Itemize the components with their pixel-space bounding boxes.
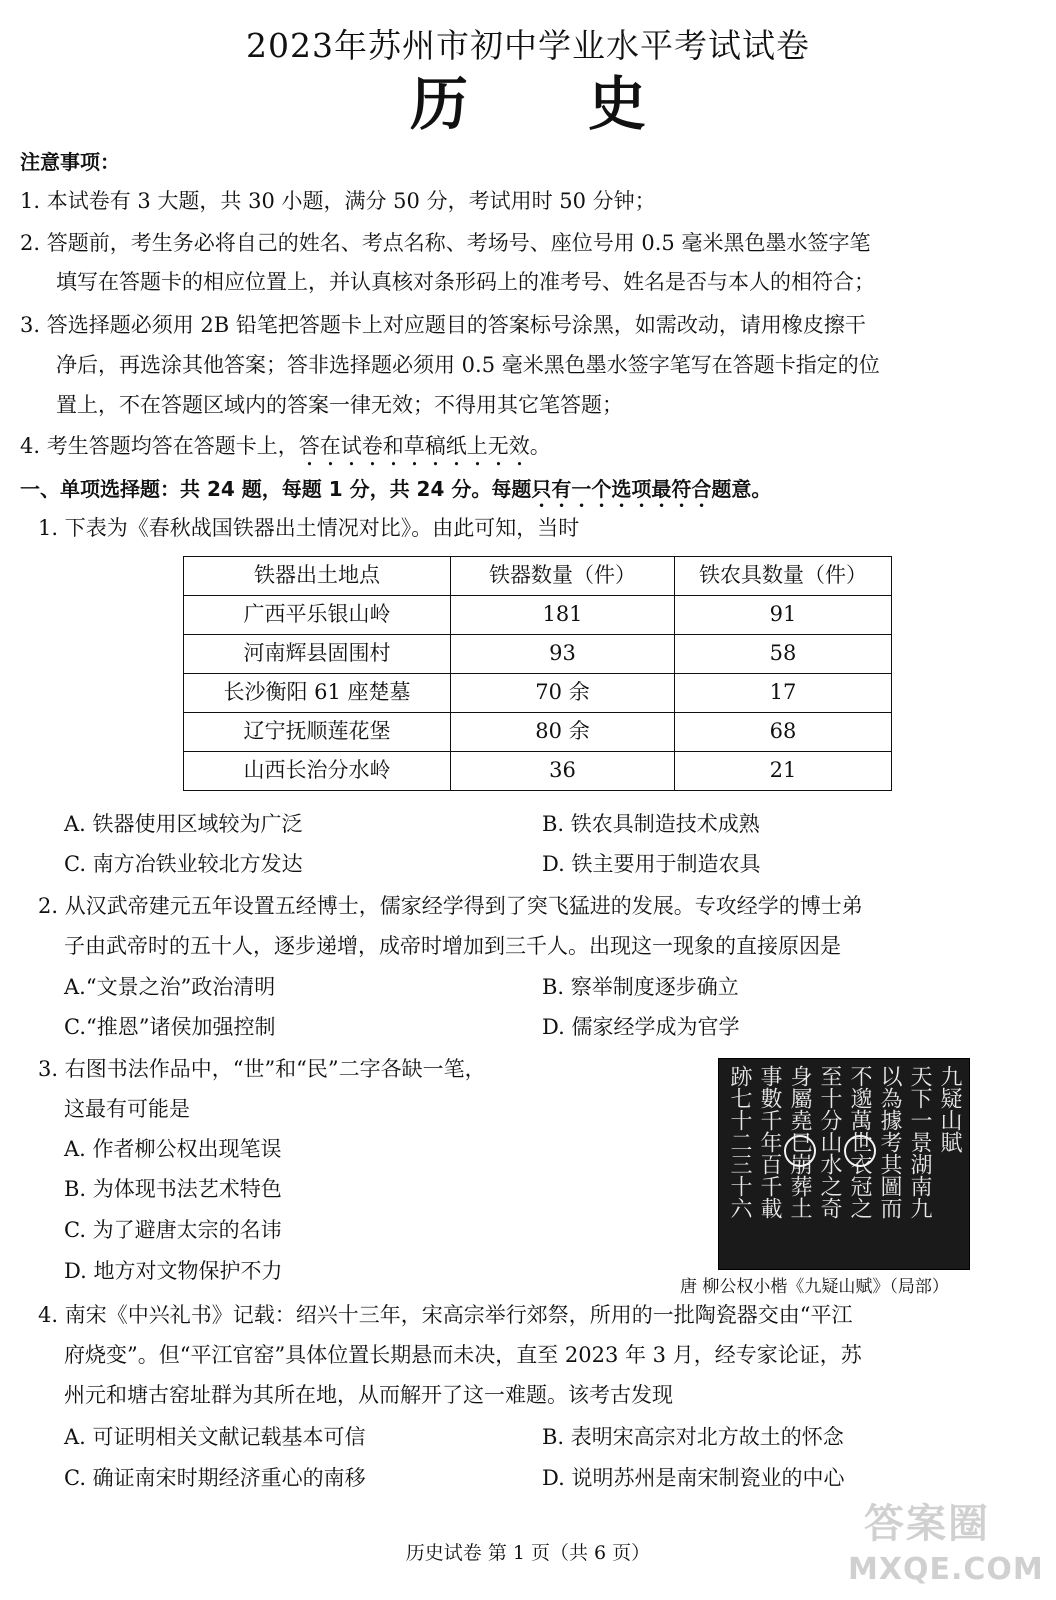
- q3-option-d: D. 地方对文物保护不力: [64, 1259, 283, 1283]
- q2-stem-1: 2. 从汉武帝建元五年设置五经博士，儒家经学得到了突飞猛进的发展。专攻经学的博士弟: [38, 894, 863, 918]
- table-header-row: [184, 557, 892, 596]
- q4-stem-3: 州元和塘古窑址群为其所在地，从而解开了这一难题。该考古发现: [64, 1383, 673, 1407]
- q4-option-b: B. 表明宋高宗对北方故土的怀念: [542, 1425, 844, 1449]
- table-cell: 70 余: [451, 674, 675, 713]
- circle-marker-min: [784, 1135, 816, 1167]
- table-cell: 21: [675, 752, 892, 791]
- calligraphy-image: [718, 1058, 970, 1270]
- q4-stem-1: 4. 南宋《中兴礼书》记载：绍兴十三年，宋高宗举行郊祭，所用的一批陶瓷器交由“平江: [38, 1303, 853, 1327]
- table-row: [184, 596, 892, 635]
- calligraphy-column: 九疑山賦: [937, 1065, 962, 1153]
- q3-option-c: C. 为了避唐太宗的名讳: [64, 1218, 282, 1242]
- section-heading-text: 一、单项选择题：共 24 题，每题 1 分，共 24 分。每题: [20, 477, 532, 501]
- subject-title: [0, 70, 1056, 140]
- note-2: 2. 答题前，考生务必将自己的姓名、考点名称、考场号、座位号用 0.5 毫米黑色墨水签字笔: [20, 231, 871, 255]
- q4-option-c: C. 确证南宋时期经济重心的南移: [64, 1466, 366, 1490]
- note-4-emphasis: 答在试卷和草稿纸上无效: [298, 434, 530, 458]
- q4-stem-2: 府烧变”。但“平江官窑”具体位置长期悬而未决，直至 2023 年 3 月，经专家论证，苏: [64, 1343, 862, 1367]
- image-caption: 唐 柳公权小楷《九疑山赋》（局部）: [680, 1277, 949, 1297]
- q1-table: [183, 556, 892, 791]
- q3-option-b: B. 为体现书法艺术特色: [64, 1177, 282, 1201]
- table-row: [184, 752, 892, 791]
- subject-char-2: 史: [588, 70, 647, 138]
- note-2-cont: 填写在答题卡的相应位置上，并认真核对条形码上的准考号、姓名是否与本人的相符合；: [56, 270, 875, 294]
- q2-option-d: D. 儒家经学成为官学: [542, 1015, 740, 1039]
- section-heading-emphasis: 只有一个选项最符合: [531, 477, 712, 501]
- calligraphy-column: 跡七十二三十六: [727, 1065, 752, 1219]
- exam-title: 2023年苏州市初中学业水平考试试卷: [246, 26, 810, 65]
- calligraphy-column: 至十分山水之奇: [817, 1065, 842, 1219]
- calligraphy-column: 事數千年百千載: [757, 1065, 782, 1219]
- note-4-text: 4. 考生答题均答在答题卡上，: [20, 434, 299, 458]
- q1-option-b: B. 铁农具制造技术成熟: [542, 812, 760, 836]
- table-row: [184, 674, 892, 713]
- table-cell: 93: [451, 635, 675, 674]
- note-4: [20, 434, 551, 471]
- calligraphy-column: 天下一景湖南九: [907, 1065, 932, 1219]
- q3-stem-2: 这最有可能是: [64, 1097, 190, 1121]
- q2-option-c: C.“推恩”诸侯加强控制: [64, 1015, 276, 1039]
- watermark-logo: [824, 1500, 1044, 1590]
- q2-option-b: B. 察举制度逐步确立: [542, 975, 739, 999]
- q4-option-d: D. 说明苏州是南宋制瓷业的中心: [542, 1466, 845, 1490]
- section-heading: [20, 477, 771, 512]
- table-cell: 36: [451, 752, 675, 791]
- table-row: [184, 713, 892, 752]
- note-1: 1. 本试卷有 3 大题，共 30 小题，满分 50 分，考试用时 50 分钟；: [20, 189, 656, 213]
- circle-marker-shi: [844, 1135, 876, 1167]
- calligraphy-column: 以為據考其圖而: [877, 1065, 902, 1219]
- q1-option-d: D. 铁主要用于制造农具: [542, 852, 761, 876]
- table-cell: 广西平乐银山岭: [184, 596, 451, 635]
- note-3-cont-2: 置上，不在答题区域内的答案一律无效；不得用其它笔答题；: [56, 393, 623, 417]
- table-cell: 58: [675, 635, 892, 674]
- calligraphy-column: 不邈萬世衣冠之: [847, 1065, 872, 1219]
- table-row: [184, 635, 892, 674]
- q1-stem: 1. 下表为《春秋战国铁器出土情况对比》。由此可知，当时: [38, 516, 580, 540]
- q2-option-a: A.“文景之治”政治清明: [64, 975, 276, 999]
- note-3-cont-1: 净后，再选涂其他答案；答非选择题必须用 0.5 毫米黑色墨水签字笔写在答题卡指定的位: [56, 353, 880, 377]
- table-header: 铁器出土地点: [184, 557, 451, 596]
- section-heading-end: 题意。: [711, 477, 772, 501]
- table-cell: 17: [675, 674, 892, 713]
- note-4-end: 。: [529, 434, 551, 458]
- page-footer: 历史试卷 第 1 页（共 6 页）: [405, 1542, 651, 1564]
- q4-option-a: A. 可证明相关文献记载基本可信: [64, 1425, 366, 1449]
- table-header: 铁农具数量（件）: [675, 557, 892, 596]
- q3-option-a: A. 作者柳公权出现笔误: [64, 1137, 282, 1161]
- table-header: 铁器数量（件）: [451, 557, 675, 596]
- table-cell: 80 余: [451, 713, 675, 752]
- q1-option-c: C. 南方冶铁业较北方发达: [64, 852, 303, 876]
- watermark-top: 答案圈: [864, 1501, 990, 1547]
- note-3: 3. 答选择题必须用 2B 铅笔把答题卡上对应题目的答案标号涂黑，如需改动，请用橡皮擦干: [20, 313, 866, 337]
- q1-option-a: A. 铁器使用区域较为广泛: [64, 812, 303, 836]
- subject-char-1: 历: [409, 70, 468, 138]
- table-cell: 辽宁抚顺莲花堡: [184, 713, 451, 752]
- watermark-bottom: MXQE.COM: [848, 1552, 1044, 1587]
- table-cell: 68: [675, 713, 892, 752]
- calligraphy-column: 身屬堯巳崩葬土: [787, 1065, 812, 1219]
- table-cell: 山西长治分水岭: [184, 752, 451, 791]
- table-cell: 181: [451, 596, 675, 635]
- table-cell: 91: [675, 596, 892, 635]
- notes-heading: 注意事项：: [20, 150, 120, 174]
- table-cell: 长沙衡阳 61 座楚墓: [184, 674, 451, 713]
- table-cell: 河南辉县固围村: [184, 635, 451, 674]
- q2-stem-2: 子由武帝时的五十人，逐步递增，成帝时增加到三千人。出现这一现象的直接原因是: [64, 934, 841, 958]
- q3-stem-1: 3. 右图书法作品中，“世”和“民”二字各缺一笔，: [38, 1057, 486, 1081]
